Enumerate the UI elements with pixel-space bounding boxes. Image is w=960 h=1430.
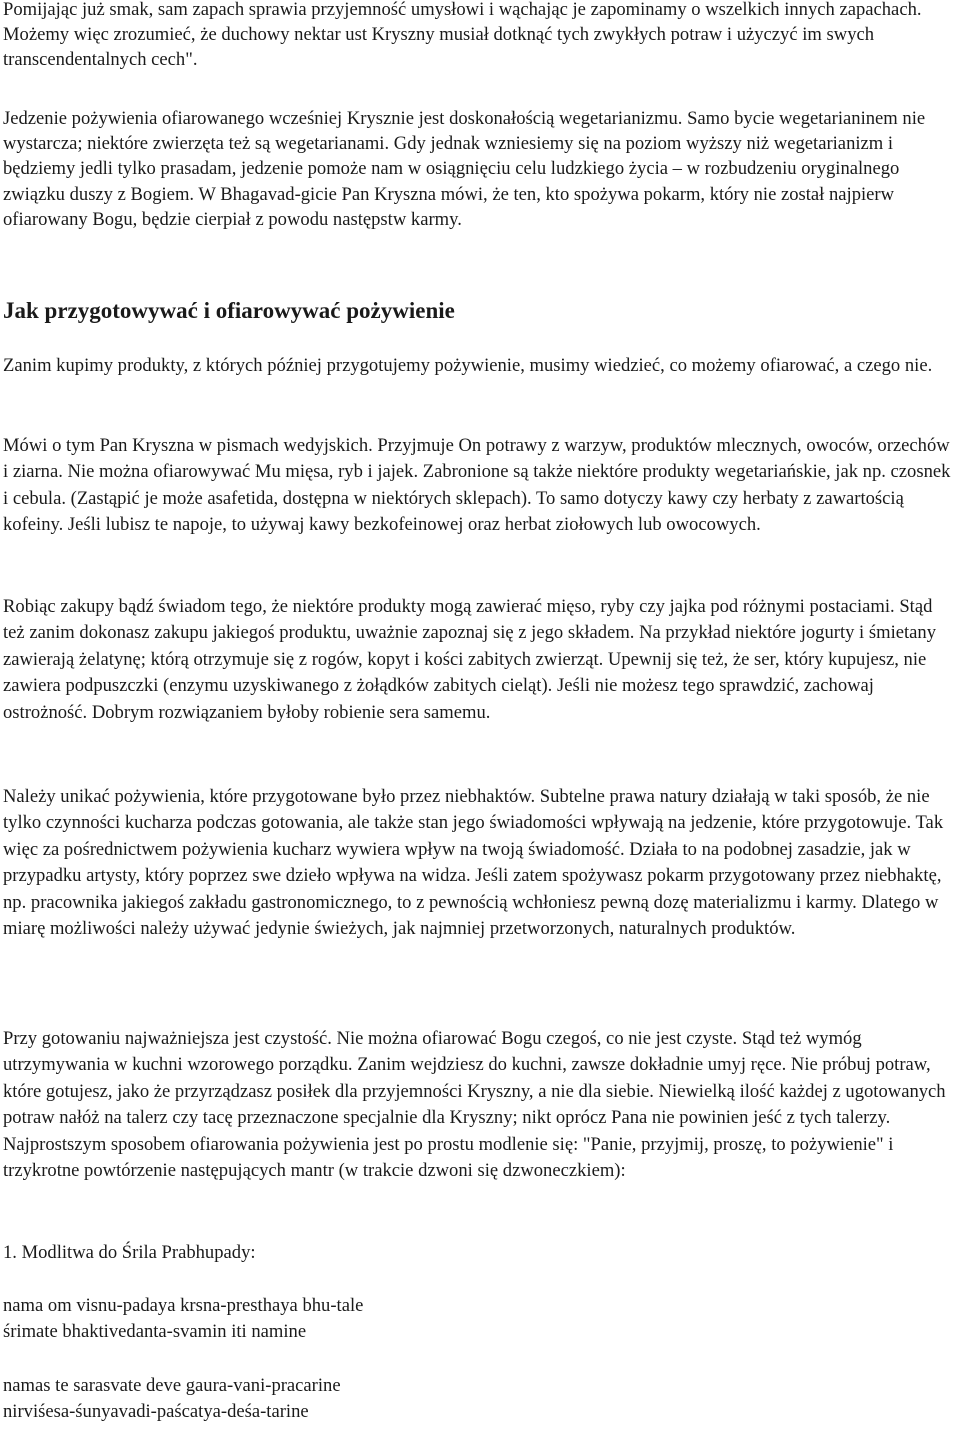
- mantra-1-line-1: nama om visnu-padaya krsna-presthaya bhu-tale: [3, 1295, 364, 1316]
- prayer-title: 1. Modlitwa do Śrila Prabhupady:: [3, 1242, 256, 1263]
- mantra-2-line-2: nirviśesa-śunyavadi-paścatya-deśa-tarine: [3, 1401, 309, 1423]
- section-heading: Jak przygotowywać i ofiarowywać pożywienie: [3, 298, 455, 323]
- paragraph-shopping: Robiąc zakupy bądź świadom tego, że niektóre produkty mogą zawierać mięso, ryby czy jajka pod różnymi postaciami. Stąd też zanim dokonasz zakupu jakiegoś produktu, uważnie zapoznaj się z jego składem. Na przykład niektóre jogurty i śmietany zawierają żelatynę; którą otrzymuje się z rogów, kopyt i kości zabitych zwierząt. Upewnij się też, że ser, który kupujesz, nie zawiera podpuszczki (enzymu uzyskiwanego z żołądków zabitych cieląt). Jeśli nie możesz tego sprawdzić, zachowaj ostrożność. Dobrym rozwiązaniem byłoby robienie sera samemu.: [3, 596, 937, 723]
- mantra-1: [3, 1293, 958, 1346]
- paragraph-before-buying: Zanim kupimy produkty, z których później przygotujemy pożywienie, musimy wiedzieć, co możemy ofiarować, a czego nie.: [3, 355, 933, 376]
- mantra-2-line-1: namas te sarasvate deve gaura-vani-pracarine: [3, 1375, 341, 1396]
- paragraph-cleanliness: Przy gotowaniu najważniejsza jest czystość. Nie można ofiarować Bogu czegoś, co nie jest czyste. Stąd też wymóg utrzymywania w kuchni wzorowego porządku. Zanim wejdziesz do kuchni, zawsze dokładnie umyj ręce. Nie próbuj potraw, które gotujesz, jako że przyrządzasz posiłek dla przyjemności Kryszny, a nie dla siebie. Niewielką ilość każdej z ugotowanych potraw nałóż na talerz czy tacę przeznaczone specjalnie dla Kryszny; nikt oprócz Pana nie powinien jeść z tych talerzy. Najprostszym sposobem ofiarowania pożywienia jest po prostu modlenie się: "Panie, przyjmij, proszę, to pożywienie" i trzykrotne powtórzenie następujących mantr (w trakcie dzwoni się dzwoneczkiem):: [3, 1028, 946, 1182]
- paragraph-vegetarianism: Jedzenie pożywienia ofiarowanego wcześniej Krysznie jest doskonałością wegetarianizmu. Samo bycie wegetarianinem nie wystarcza; niektóre zwierzęta też są wegetarianami. Gdy jednak wzniesiemy się na poziom wyższy niż wegetarianizm i będziemy jedli tylko prasadam, jedzenie pomoże nam w osiągnięciu celu ludzkiego życia – w rozbudzeniu oryginalnego związku duszy z Bogiem. W Bhagavad-gicie Pan Kryszna mówi, że ten, kto spożywa pokarm, który nie został najpierw ofiarowany Bogu, będzie cierpiał z powodu następstw karmy.: [3, 108, 926, 230]
- paragraph-vedic-scriptures: Mówi o tym Pan Kryszna w pismach wedyjskich. Przyjmuje On potrawy z warzyw, produktów mlecznych, owoców, orzechów i ziarna. Nie można ofiarowywać Mu mięsa, ryb i jajek. Zabronione są także niektóre produkty wegetariańskie, jak np. czosnek i cebula. (Zastąpić je może asafetida, dostępna w niektórych sklepach). To samo dotyczy kawy czy herbaty z zawartością kofeiny. Jeśli lubisz te napoje, to używaj kawy bezkofeinowej oraz herbat ziołowych lub owocowych.: [3, 435, 951, 536]
- paragraph-intro: Pomijając już smak, sam zapach sprawia przyjemność umysłowi i wąchając je zapominamy o wszelkich innych zapachach. Możemy więc zrozumieć, że duchowy nektar ust Kryszny musiał dotknąć tych zwykłych potraw i użyczyć im swych transcendentalnych cech".: [3, 0, 922, 71]
- paragraph-nondevotees: Należy unikać pożywienia, które przygotowane było przez niebhaktów. Subtelne prawa natury działają w taki sposób, że nie tylko czynności kucharza podczas gotowania, ale także stan jego świadomości wpływają na jedzenie, które przygotowuje. Tak więc za pośrednictwem pożywienia kucharz wywiera wpływ na twoją świadomość. Działa to na podobnej zasadzie, jak w przypadku artysty, który poprzez swe dzieło wpływa na widza. Jeśli zatem spożywasz pokarm przygotowany przez niebhaktę, np. pracownika jakiegoś zakładu gastronomicznego, to z pewnością wchłoniesz pewną dozę materializmu i karmy. Dlatego w miarę możliwości należy używać jedynie świeżych, jak najmniej przetworzonych, naturalnych produktów.: [3, 786, 944, 940]
- mantra-1-line-2: śrimate bhaktivedanta-svamin iti namine: [3, 1321, 307, 1343]
- mantra-2: [3, 1373, 958, 1426]
